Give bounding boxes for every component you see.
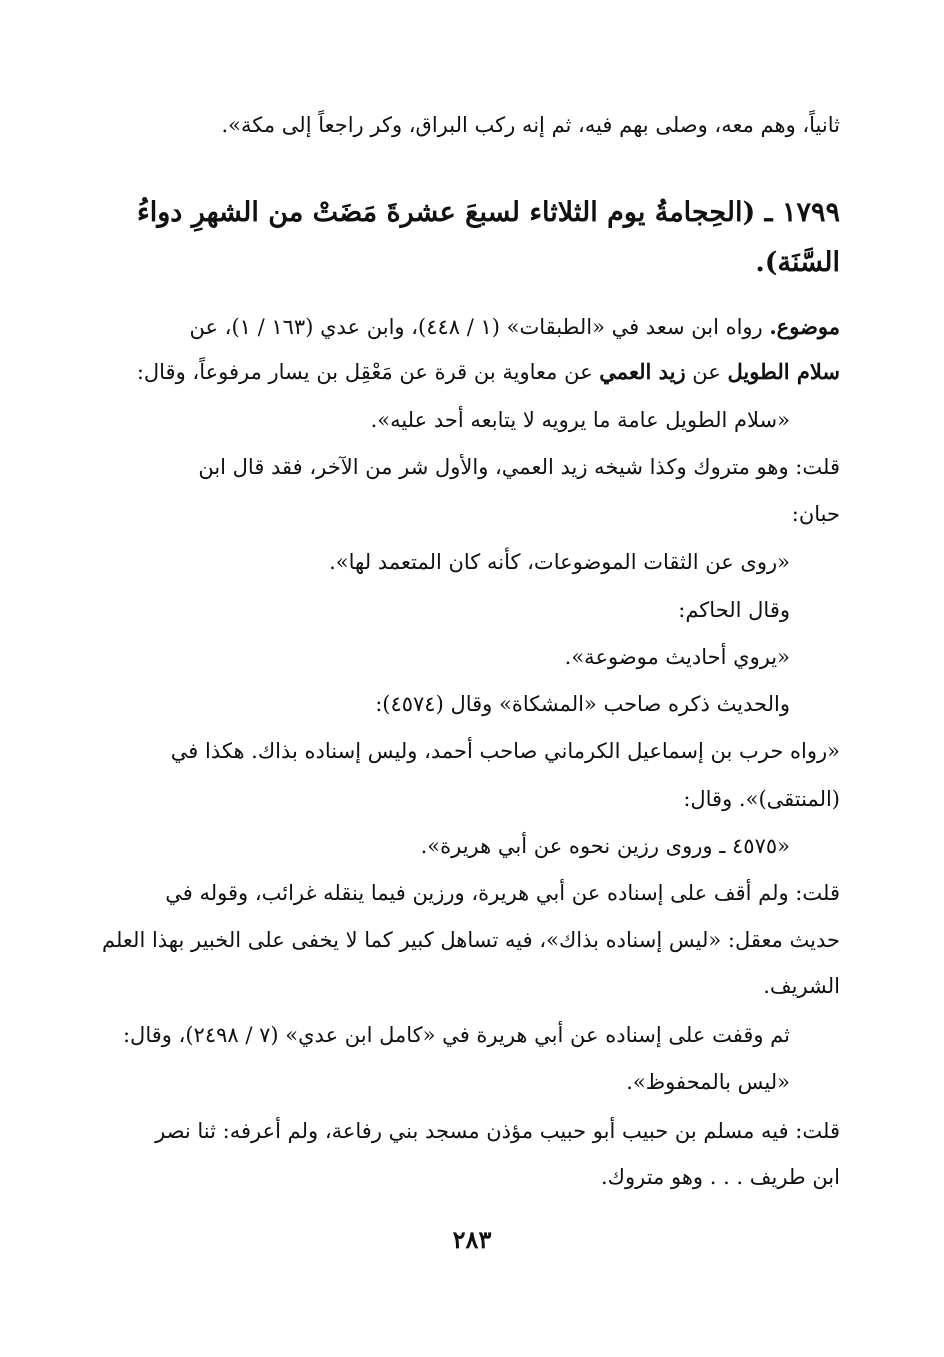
narrator-name: سلام الطويل: [727, 359, 840, 384]
text-span: عن: [685, 360, 728, 384]
quote-line: «ليس بالمحفوظ».: [626, 1070, 790, 1094]
text-line: ثم وقفت على إسناده عن أبي هريرة في «كامل ابن عدي» (٧ / ٢٤٩٨)، وقال:: [122, 1023, 790, 1047]
text-line: قلت: فيه مسلم بن حبيب أبو حبيب مؤذن مسجد بني رفاعة، ولم أعرفه: ثنا نصر: [155, 1119, 840, 1143]
verdict-label: موضوع.: [769, 314, 840, 339]
quote-line: «رواه حرب بن إسماعيل الكرماني صاحب أحمد، وليس إسناده بذاك. هكذا في: [170, 739, 840, 763]
narrator-name: زيد العمي: [599, 359, 686, 384]
text-line: قلت: ولم أقف على إسناده عن أبي هريرة، ورزين فيما ينقله غرائب، وقوله في: [165, 881, 840, 905]
quote-line: «٤٥٧٥ ـ وروى رزين نحوه عن أبي هريرة».: [420, 834, 790, 858]
text-span: عن معاوية بن قرة عن مَعْقِل بن يسار مرفوعاً، وقال:: [136, 360, 600, 384]
text-span: رواه ابن سعد في «الطبقات» (١ / ٤٤٨)، وابن عدي (١٦٣ / ١)، عن: [189, 315, 770, 339]
text-line: وقال الحاكم:: [678, 598, 790, 622]
text-line: حبان:: [791, 502, 840, 526]
quote-line: «سلام الطويل عامة ما يرويه لا يتابعه أحد عليه».: [370, 408, 790, 432]
page-number: ٢٨٣: [452, 1225, 492, 1254]
hadith-heading-line-1: ١٧٩٩ ـ (الحِجامةُ يوم الثلاثاء لسبعَ عشرةَ مَضَتْ من الشهرِ دواءُ: [137, 197, 840, 228]
text-line: [105, 312, 840, 342]
hadith-heading-line-2: السَّنَة).: [755, 247, 840, 278]
text-line: ثانياً، وهم معه، وصلى بهم فيه، ثم إنه ركب البراق، وكر راجعاً إلى مكة».: [221, 113, 840, 137]
text-line: قلت: وهو متروك وكذا شيخه زيد العمي، والأول شر من الآخر، فقد قال ابن: [198, 455, 840, 479]
quote-line: «روى عن الثقات الموضوعات، كأنه كان المتعمد لها».: [329, 550, 790, 574]
text-line: [105, 357, 840, 387]
text-line: والحديث ذكره صاحب «المشكاة» وقال (٤٥٧٤):: [375, 692, 790, 716]
quote-line: «يروي أحاديث موضوعة».: [564, 645, 790, 669]
quote-line: (المنتقى)». وقال:: [683, 787, 840, 811]
text-line: ابن طريف . . . وهو متروك.: [601, 1165, 840, 1189]
text-line: الشريف.: [763, 974, 840, 998]
text-line: حديث معقل: «ليس إسناده بذاك»، فيه تساهل كبير كما لا يخفى على الخبير بهذا العلم: [101, 928, 840, 952]
